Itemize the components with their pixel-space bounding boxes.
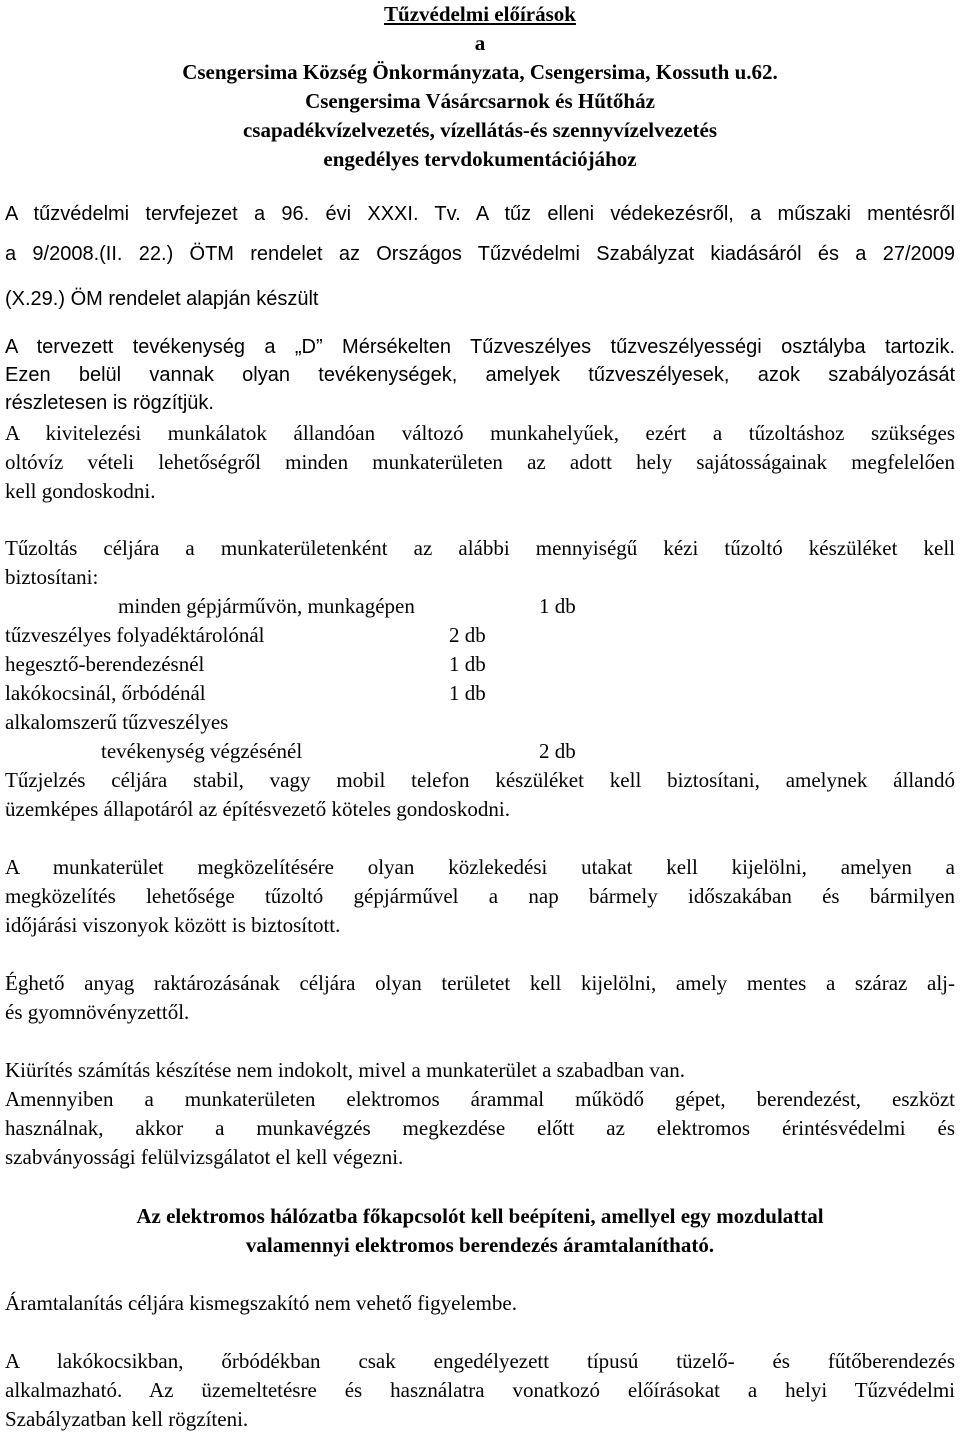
classification-line-5: oltóvíz vételi lehetőségről minden munkaterületen az adott hely sajátosságainak megfelelően (5, 450, 955, 474)
extinguisher-item-label: alkalomszerű tűzveszélyes (5, 710, 229, 734)
extinguisher-item-label: tevékenység végzésénél (101, 739, 303, 763)
breaker-line-1: Áramtalanítás céljára kismegszakító nem vehető figyelembe. (5, 1291, 517, 1315)
access-line-1: A munkaterület megközelítésére olyan közlekedési utakat kell kijelölni, amelyen a (5, 855, 955, 879)
title-connector: a (474, 31, 486, 55)
heating-line-2: alkalmazható. Az üzemeltetésre és használatra vonatkozó előírásokat a helyi Tűzvédelmi (5, 1378, 955, 1402)
extinguisher-item-label: minden gépjárművön, munkagépen (118, 594, 415, 618)
title-client: Csengersima Község Önkormányzata, Csengersima, Kossuth u.62. (182, 60, 778, 84)
classification-line-1: A tervezett tevékenység a „D” Mérsékelten Tűzveszélyes tűzveszélyességi osztályba tartozik. (5, 336, 955, 358)
intro-line-1: A tűzvédelmi tervfejezet a 96. évi XXXI. Tv. A tűz elleni védekezésről, a műszaki mentésről (5, 203, 955, 225)
evacuation-line-3: használnak, akkor a munkavégzés megkezdése előtt az elektromos érintésvédelmi és (5, 1116, 955, 1140)
extinguisher-item-qty: 2 db (449, 623, 486, 647)
classification-line-2: Ezen belül vannak olyan tevékenységek, amelyek tűzveszélyesek, azok szabályozását (5, 364, 955, 386)
heating-line-3: Szabályzatban kell rögzíteni. (5, 1407, 249, 1431)
alarm-line-2: üzemképes állapotáról az építésvezető köteles gondoskodni. (5, 797, 510, 821)
access-line-2: megközelítés lehetősége tűzoltó gépjárművel a nap bármely időszakában és bármilyen (5, 884, 955, 908)
classification-line-3: részletesen is rögzítjük. (5, 392, 214, 414)
evacuation-line-1: Kiürítés számítás készítése nem indokolt, mivel a munkaterület a szabadban van. (5, 1058, 685, 1082)
extinguisher-item-qty: 1 db (539, 594, 576, 618)
title-scope: csapadékvízelvezetés, vízellátás-és szennyvízelvezetés (242, 118, 718, 142)
document-title: Tűzvédelmi előírások (384, 2, 576, 26)
storage-line-1: Éghető anyag raktározásának céljára olyan területet kell kijelölni, amely mentes a száraz alj- (5, 971, 955, 995)
access-line-3: időjárási viszonyok között is biztosított. (5, 913, 341, 937)
extinguishers-intro-1: Tűzoltás céljára a munkaterületenként az alábbi mennyiségű kézi tűzoltó készüléket kell (5, 536, 955, 560)
heating-line-1: A lakókocsikban, őrbódékban csak engedélyezett típusú tüzelő- és fűtőberendezés (5, 1349, 955, 1373)
extinguisher-item-qty: 1 db (449, 652, 486, 676)
extinguisher-item-label: hegesztő-berendezésnél (5, 652, 205, 676)
title-project: Csengersima Vásárcsarnok és Hűtőház (305, 89, 655, 113)
extinguisher-item-qty: 1 db (449, 681, 486, 705)
intro-line-3: (X.29.) ÖM rendelet alapján készült (5, 288, 319, 310)
main-switch-line-1: Az elektromos hálózatba főkapcsolót kell beépíteni, amellyel egy mozdulattal (136, 1204, 824, 1228)
alarm-line-1: Tűzjelzés céljára stabil, vagy mobil telefon készüléket kell biztosítani, amelynek állandó (5, 768, 955, 792)
classification-line-6: kell gondoskodni. (5, 479, 156, 503)
extinguisher-item-label: lakókocsinál, őrbódénál (5, 681, 206, 705)
storage-line-2: és gyomnövényzettől. (5, 1000, 190, 1024)
title-subtitle: engedélyes tervdokumentációjához (323, 147, 637, 171)
evacuation-line-4: szabványossági felülvizsgálatot el kell végezni. (5, 1145, 404, 1169)
evacuation-line-2: Amennyiben a munkaterületen elektromos árammal működő gépet, berendezést, eszközt (5, 1087, 955, 1111)
extinguisher-item-label: tűzveszélyes folyadéktárolónál (5, 623, 265, 647)
main-switch-line-2: valamennyi elektromos berendezés áramtalanítható. (245, 1233, 715, 1257)
extinguishers-intro-2: biztosítani: (5, 565, 99, 589)
intro-line-2: a 9/2008.(II. 22.) ÖTM rendelet az Országos Tűzvédelmi Szabályzat kiadásáról és a 27/2009 (5, 243, 955, 265)
extinguisher-item-qty: 2 db (539, 739, 576, 763)
classification-line-4: A kivitelezési munkálatok állandóan változó munkahelyűek, ezért a tűzoltáshoz szükséges (5, 421, 955, 445)
